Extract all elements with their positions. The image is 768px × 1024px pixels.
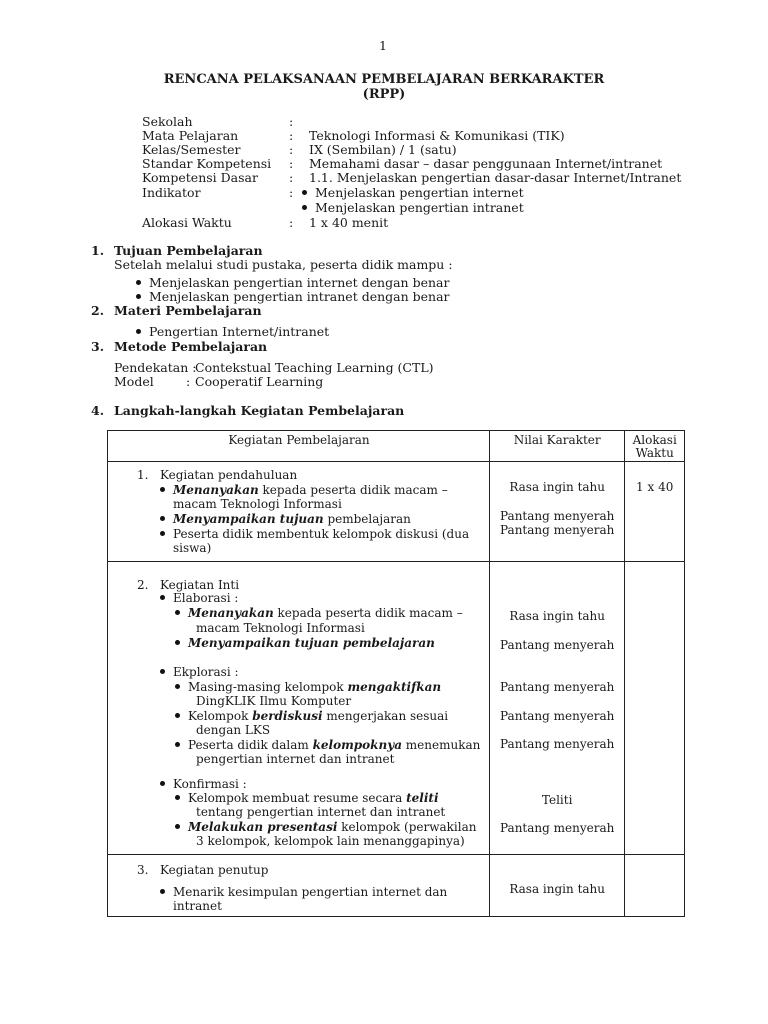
section-title-metode: Metode Pembelajaran [114, 339, 268, 354]
kegiatan-table [107, 430, 685, 917]
karakter-cell: Rasa ingin tahu [489, 855, 625, 917]
identity-colon: : [289, 142, 294, 157]
table-row [108, 562, 685, 855]
identity-label: Mata Pelajaran [142, 128, 239, 143]
bullet-icon [175, 795, 180, 800]
identity-value: 1 x 40 menit [309, 215, 389, 230]
indikator-item: Menjelaskan pengertian internet [302, 185, 524, 200]
bullet-icon [175, 824, 180, 829]
bullet-icon [160, 669, 165, 674]
bullet-icon [175, 713, 180, 718]
identity-label: Standar Kompetensi [142, 156, 272, 171]
table-header-row [108, 431, 685, 462]
identity-label: Sekolah [142, 114, 193, 129]
bullet-icon [175, 640, 180, 645]
waktu-cell: 1 x 40 [625, 462, 685, 562]
identity-colon: : [289, 156, 294, 171]
waktu-cell [625, 855, 685, 917]
identity-label: Indikator [142, 185, 201, 200]
identity-label: Kelas/Semester [142, 142, 241, 157]
waktu-cell [625, 562, 685, 855]
kegiatan-cell: 1. Kegiatan pendahuluan Menanyakan kepada peserta didik macam – macam Teknologi Informasi Menyampaikan tujuan pembelajaran Peserta didik membentuk kelompok diskusi (dua siswa) [108, 462, 490, 562]
kegiatan-cell: 3. Kegiatan penutup Menarik kesimpulan pengertian internet dan intranet [108, 855, 490, 917]
bullet-icon [175, 684, 180, 689]
bullet-icon [136, 280, 141, 285]
section-title-tujuan: Tujuan Pembelajaran [114, 243, 263, 258]
identity-label: Alokasi Waktu [142, 215, 232, 230]
section-title-materi: Materi Pembelajaran [114, 303, 262, 318]
bullet-icon [302, 205, 307, 210]
section-title-langkah: Langkah-langkah Kegiatan Pembelajaran [114, 403, 405, 418]
identity-value: Teknologi Informasi & Komunikasi (TIK) [309, 128, 565, 143]
bullet-icon [136, 329, 141, 334]
indikator-item: Menjelaskan pengertian intranet [302, 200, 524, 215]
pendekatan-value: Contekstual Teaching Learning (CTL) [195, 360, 434, 375]
identity-colon: : [289, 185, 294, 200]
identity-colon: : [289, 170, 294, 185]
document-title: RENCANA PELAKSANAAN PEMBELAJARAN BERKARAKTER [163, 72, 605, 87]
bullet-icon [136, 294, 141, 299]
bullet-icon [160, 781, 165, 786]
header-cell: Kegiatan Pembelajaran [108, 431, 490, 462]
model-label: Model [114, 374, 154, 389]
identity-colon: : [289, 215, 294, 230]
bullet-icon [175, 610, 180, 615]
section-number: 4. [91, 403, 105, 418]
identity-value: IX (Sembilan) / 1 (satu) [309, 142, 457, 157]
bullet-icon [160, 487, 165, 492]
pendekatan-label: Pendekatan : [114, 360, 197, 375]
bullet-icon [175, 742, 180, 747]
karakter-cell: Rasa ingin tahu Pantang menyerah Pantang menyerah Pantang menyerah Pantang menyerah Teliti Pantang menyerah [489, 562, 625, 855]
identity-colon: : [289, 128, 294, 143]
bullet-icon [160, 516, 165, 521]
identity-label: Kompetensi Dasar [142, 170, 258, 185]
section-intro: Setelah melalui studi pustaka, peserta didik mampu : [114, 257, 453, 272]
header-cell: Nilai Karakter [489, 431, 625, 462]
section-number: 2. [91, 303, 105, 318]
identity-value: 1.1. Menjelaskan pengertian dasar-dasar Internet/Intranet [309, 170, 682, 185]
document-subtitle: (RPP) [362, 87, 406, 102]
table-row [108, 462, 685, 562]
list-item: Menjelaskan pengertian intranet dengan benar [136, 289, 450, 304]
model-colon: : [186, 374, 191, 389]
list-item: Menjelaskan pengertian internet dengan benar [136, 275, 449, 290]
karakter-cell: Rasa ingin tahu Pantang menyerah Pantang menyerah [489, 462, 625, 562]
section-number: 3. [91, 339, 105, 354]
identity-value: Memahami dasar – dasar penggunaan Internet/intranet [309, 156, 663, 171]
identity-colon: : [289, 114, 294, 129]
bullet-icon [160, 889, 165, 894]
bullet-icon [302, 190, 307, 195]
model-value: Cooperatif Learning [195, 374, 324, 389]
table-row [108, 855, 685, 917]
page-number: 1 [379, 38, 387, 53]
bullet-icon [160, 595, 165, 600]
section-number: 1. [91, 243, 105, 258]
kegiatan-cell: 2. Kegiatan Inti Elaborasi : Menanyakan kepada peserta didik macam – macam Teknologi Informasi Menyampaikan tujuan pembelajaran Ekplorasi : Masing-masing kelompok mengaktifkan DingKLIK Ilmu Komputer Kelompok berdiskusi mengerjakan sesuai dengan LKS Peserta didik dalam kelompoknya menemukan pengertian internet dan intranet Konfirmasi : Kelompok membuat resume secara teliti tentang pengertian internet dan intranet Melakukan presentasi kelompok (perwakilan 3 kelompok, kelompok lain menanggapinya) [108, 562, 490, 855]
header-cell: Alokasi Waktu [625, 431, 685, 462]
list-item: Pengertian Internet/intranet [136, 324, 329, 339]
bullet-icon [160, 531, 165, 536]
